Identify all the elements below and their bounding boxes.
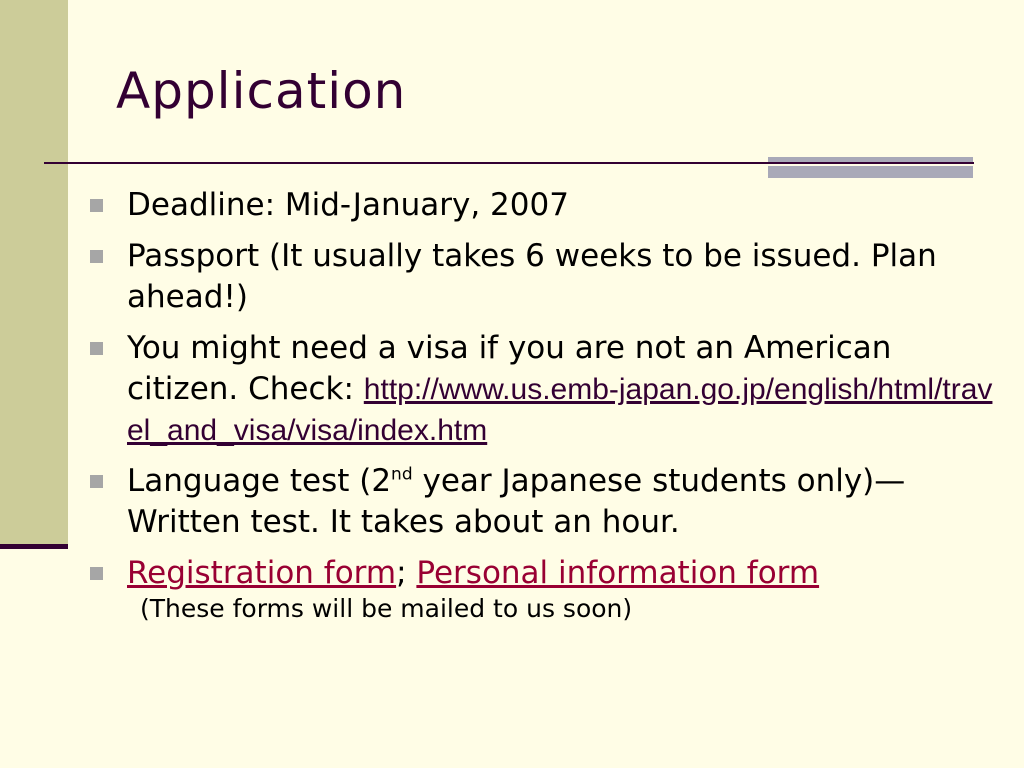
forms-note: (These forms will be mailed to us soon) <box>140 594 633 623</box>
list-item <box>90 185 995 226</box>
deadline-text: Deadline: Mid-January, 2007 <box>127 187 569 223</box>
registration-form-link[interactable]: Registration form <box>127 555 397 591</box>
personal-information-form-link[interactable]: Personal information form <box>416 555 820 591</box>
title-divider <box>44 162 974 164</box>
square-bullet-icon <box>90 199 103 212</box>
slide-title: Application <box>116 62 407 120</box>
square-bullet-icon <box>90 342 103 355</box>
list-item <box>90 236 995 318</box>
side-accent-bar <box>0 0 68 548</box>
visa-info-link[interactable]: http://www.us.emb-japan.go.jp/english/html/travel_and_visa/visa/index.htm <box>127 373 993 447</box>
visa-text: You might need a visa if you are not an American citizen. Check: <box>127 330 892 407</box>
title-divider-accent-top <box>768 157 973 162</box>
side-accent-line <box>0 544 68 549</box>
passport-text: Passport (It usually takes 6 weeks to be issued. Plan ahead!) <box>127 238 937 315</box>
square-bullet-icon <box>90 567 103 580</box>
title-divider-accent-bottom <box>768 166 973 178</box>
language-test-text-end: year Japanese students only)—Written test. It takes about an hour. <box>127 463 906 540</box>
square-bullet-icon <box>90 250 103 263</box>
list-item <box>90 553 995 594</box>
list-item <box>90 328 995 451</box>
bullet-list <box>90 185 995 626</box>
link-separator: ; <box>396 555 417 591</box>
ordinal-suffix: nd <box>391 464 413 485</box>
language-test-text-start: Language test (2 <box>127 463 392 499</box>
square-bullet-icon <box>90 475 103 488</box>
list-item <box>90 461 995 543</box>
